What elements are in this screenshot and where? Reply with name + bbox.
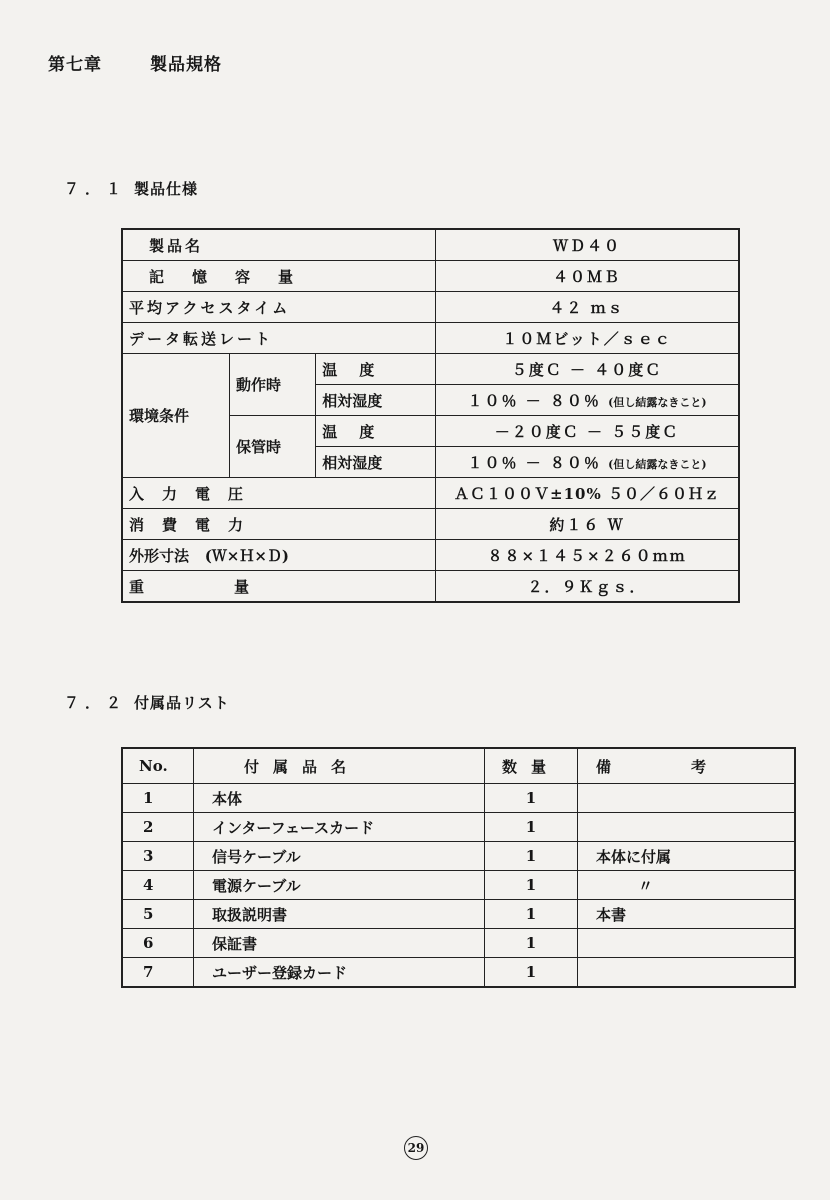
table-row bbox=[122, 571, 739, 603]
spec-value: ＷＤ４０ bbox=[436, 229, 740, 261]
header-qty: 数量 bbox=[485, 748, 578, 784]
spec-label-text: 外形寸法 bbox=[129, 546, 190, 565]
chapter-number: 第七章 bbox=[48, 55, 102, 75]
spec-value-text: １０％ － ８０％ bbox=[467, 453, 601, 472]
row-remark bbox=[578, 958, 796, 988]
accessory-table bbox=[121, 747, 796, 988]
row-qty: 1 bbox=[485, 813, 578, 842]
spec-value: ８８×１４５×２６０ｍｍ bbox=[436, 540, 740, 571]
row-no: 2 bbox=[122, 813, 194, 842]
header-no: No. bbox=[122, 748, 194, 784]
row-no: 5 bbox=[122, 900, 194, 929]
spec-label: 環境条件 bbox=[122, 354, 230, 478]
row-remark bbox=[578, 813, 796, 842]
spec-label bbox=[122, 571, 436, 603]
row-name: 電源ケーブル bbox=[194, 871, 485, 900]
row-qty: 1 bbox=[485, 784, 578, 813]
row-qty: 1 bbox=[485, 929, 578, 958]
row-name: 本体 bbox=[194, 784, 485, 813]
spec-sublabel: 温度 bbox=[316, 354, 436, 385]
table-row bbox=[122, 509, 739, 540]
row-name: インターフェースカード bbox=[194, 813, 485, 842]
table-row bbox=[122, 784, 795, 813]
row-no: 3 bbox=[122, 842, 194, 871]
section-title: 付属品リスト bbox=[134, 694, 230, 712]
row-name: 信号ケーブル bbox=[194, 842, 485, 871]
table-row bbox=[122, 813, 795, 842]
spec-value: ＡＣ１００Ｖ±10% ５０／６０Ｈｚ bbox=[436, 478, 740, 509]
row-qty: 1 bbox=[485, 900, 578, 929]
table-row bbox=[122, 478, 739, 509]
spec-label bbox=[122, 261, 436, 292]
row-name: 保証書 bbox=[194, 929, 485, 958]
row-remark: 本体に付属 bbox=[578, 842, 796, 871]
row-no: 1 bbox=[122, 784, 194, 813]
row-qty: 1 bbox=[485, 842, 578, 871]
table-row bbox=[122, 958, 795, 988]
spec-value: 約１６ Ｗ bbox=[436, 509, 740, 540]
row-remark: 〃 bbox=[578, 871, 796, 900]
section-number: ７．１ bbox=[64, 180, 128, 198]
row-no: 4 bbox=[122, 871, 194, 900]
spec-label: データ転送レート bbox=[122, 323, 436, 354]
spec-label: 入力電圧 bbox=[122, 478, 436, 509]
chapter-heading bbox=[48, 50, 222, 75]
header-name: 付属品名 bbox=[194, 748, 485, 784]
spec-value: ４２ ｍｓ bbox=[436, 292, 740, 323]
chapter-title: 製品規格 bbox=[150, 55, 222, 75]
spec-value: ５度Ｃ － ４０度Ｃ bbox=[436, 354, 740, 385]
row-no: 7 bbox=[122, 958, 194, 988]
spec-label bbox=[122, 540, 436, 571]
row-qty: 1 bbox=[485, 871, 578, 900]
section-heading-spec bbox=[64, 178, 198, 199]
spec-label-unit: (Ｗ×Ｈ×Ｄ) bbox=[204, 546, 290, 565]
spec-label-text: 記憶容量 bbox=[149, 267, 322, 286]
spec-sublabel: 保管時 bbox=[230, 416, 316, 478]
row-remark bbox=[578, 784, 796, 813]
spec-value-text: １０％ － ８０％ bbox=[467, 391, 601, 410]
spec-value: ２．９Ｋｇｓ． bbox=[436, 571, 740, 603]
spec-note: (但し結露なきこと) bbox=[608, 457, 707, 471]
table-row bbox=[122, 261, 739, 292]
table-header-row bbox=[122, 748, 795, 784]
spec-label: 消費電力 bbox=[122, 509, 436, 540]
spec-label: 平均アクセスタイム bbox=[122, 292, 436, 323]
row-qty: 1 bbox=[485, 958, 578, 988]
row-name: ユーザー登録カード bbox=[194, 958, 485, 988]
table-row bbox=[122, 900, 795, 929]
spec-sublabel: 相対湿度 bbox=[316, 447, 436, 478]
row-remark: 本書 bbox=[578, 900, 796, 929]
table-row bbox=[122, 929, 795, 958]
row-remark bbox=[578, 929, 796, 958]
spec-value bbox=[436, 447, 740, 478]
table-row bbox=[122, 842, 795, 871]
table-row bbox=[122, 292, 739, 323]
section-number: ７．２ bbox=[64, 694, 128, 712]
spec-label bbox=[122, 229, 436, 261]
row-name: 取扱説明書 bbox=[194, 900, 485, 929]
table-row bbox=[122, 229, 739, 261]
spec-sublabel: 温度 bbox=[316, 416, 436, 447]
table-row bbox=[122, 871, 795, 900]
spec-table bbox=[121, 228, 740, 603]
section-heading-accessories bbox=[64, 692, 230, 713]
header-remark: 備考 bbox=[578, 748, 796, 784]
spec-value: １０Ｍビット／ｓｅｃ bbox=[436, 323, 740, 354]
page-number: 29 bbox=[404, 1136, 428, 1160]
spec-label-text: 製品名 bbox=[149, 236, 204, 255]
table-row bbox=[122, 323, 739, 354]
table-row bbox=[122, 540, 739, 571]
spec-sublabel: 相対湿度 bbox=[316, 385, 436, 416]
spec-value bbox=[436, 385, 740, 416]
table-row bbox=[122, 354, 739, 385]
spec-label-text: 重量 bbox=[129, 577, 340, 596]
spec-value: ４０ＭＢ bbox=[436, 261, 740, 292]
spec-value: －２０度Ｃ － ５５度Ｃ bbox=[436, 416, 740, 447]
spec-sublabel: 動作時 bbox=[230, 354, 316, 416]
spec-note: (但し結露なきこと) bbox=[608, 395, 707, 409]
section-title: 製品仕様 bbox=[134, 180, 199, 198]
row-no: 6 bbox=[122, 929, 194, 958]
